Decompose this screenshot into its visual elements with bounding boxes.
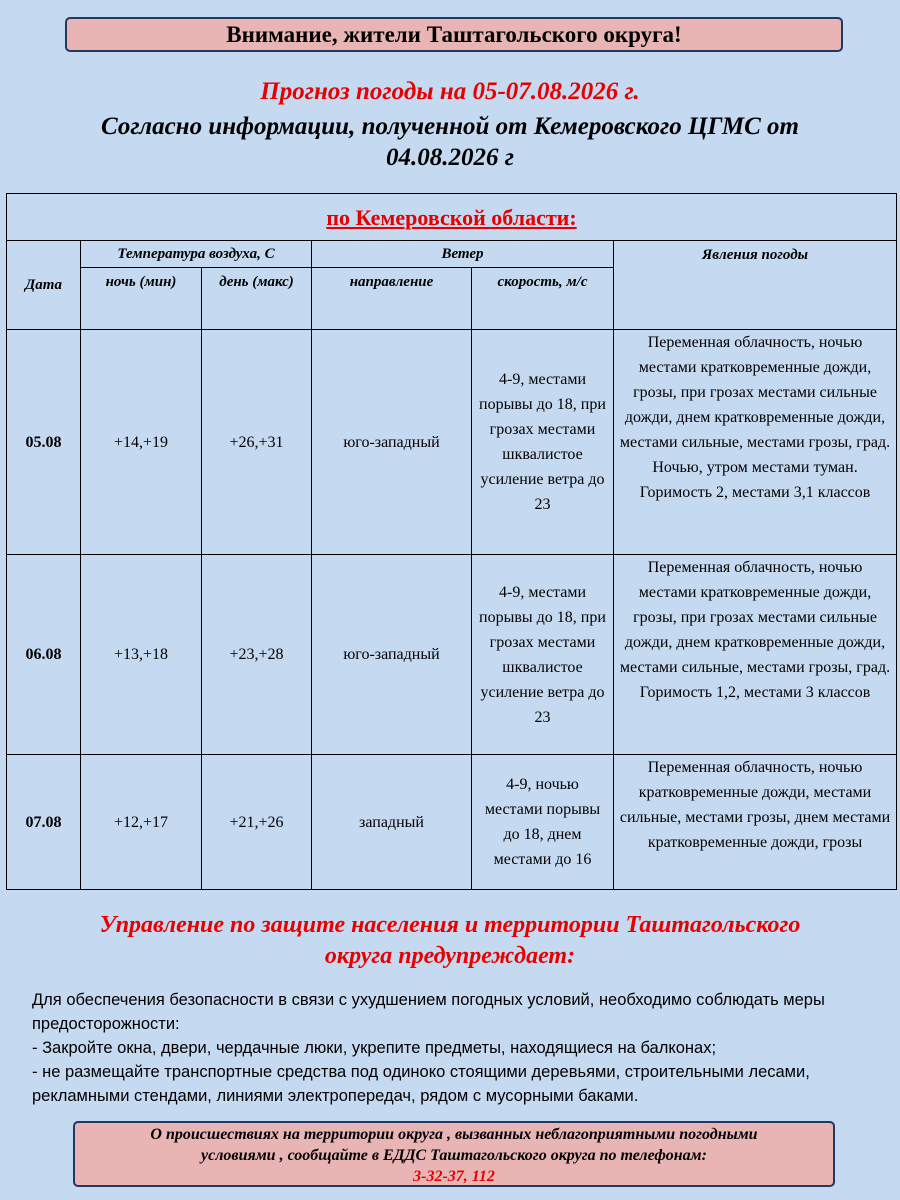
region-title: по Кемеровской области: <box>7 194 897 241</box>
banner-title: Внимание, жители Таштагольского округа! <box>226 21 682 47</box>
advice-item: - не размещайте транспортные средства под одиноко стоящими деревьями, строительными лесами, рекламными стендами, линиями электропередач, рядом с мусорными баками. <box>32 1063 810 1105</box>
source-info <box>0 111 900 173</box>
phone-numbers: 3-32-37, 112 <box>413 1168 495 1185</box>
row-speed: 4-9, местами порывы до 18, при грозах местами шквалистое усиление ветра до 23 <box>472 555 614 755</box>
header-temperature: Температура воздуха, С <box>81 241 312 268</box>
contact-line-2: условиями , сообщайте в ЕДДС Таштагольского округа по телефонам: <box>201 1147 707 1164</box>
header-direction: направление <box>312 268 472 330</box>
row-phenomena: Переменная облачность, ночью кратковременные дожди, местами сильные, местами грозы, днем местами кратковременные дожди, грозы <box>614 755 897 890</box>
header-date: Дата <box>7 241 81 330</box>
contact-banner <box>73 1121 835 1187</box>
row-direction: юго-западный <box>312 555 472 755</box>
row-direction: западный <box>312 755 472 890</box>
row-date: 07.08 <box>7 755 81 890</box>
table-row <box>7 755 897 890</box>
top-banner <box>65 17 843 52</box>
row-speed: 4-9, местами порывы до 18, при грозах местами шквалистое усиление ветра до 23 <box>472 330 614 555</box>
warning-title-line-1: Управление по защите населения и территории Таштагольского <box>99 912 801 938</box>
table-row <box>7 555 897 755</box>
warning-title-line-2: округа предупреждает: <box>324 943 576 969</box>
row-night: +12,+17 <box>81 755 202 890</box>
source-line-2: 04.08.2026 г <box>386 144 514 171</box>
header-phenomena: Явления погоды <box>614 241 897 330</box>
row-direction: юго-западный <box>312 330 472 555</box>
row-day: +21,+26 <box>202 755 312 890</box>
row-day: +23,+28 <box>202 555 312 755</box>
header-wind: Ветер <box>312 241 614 268</box>
row-phenomena: Переменная облачность, ночью местами кратковременные дожди, грозы, при грозах местами сильные дожди, днем кратковременные дожди, местами сильные, местами грозы, град. Горимость 1,2, местами 3 классов <box>614 555 897 755</box>
source-line-1: Согласно информации, полученной от Кемеровского ЦГМС от <box>101 113 799 140</box>
row-night: +14,+19 <box>81 330 202 555</box>
advice-item: - Закройте окна, двери, чердачные люки, укрепите предметы, находящиеся на балконах; <box>32 1039 717 1057</box>
row-phenomena: Переменная облачность, ночью местами кратковременные дожди, грозы, при грозах местами сильные дожди, днем кратковременные дожди, местами сильные, местами грозы, град. Ночью, утром местами туман. Горимость 2, местами 3,1 классов <box>614 330 897 555</box>
row-night: +13,+18 <box>81 555 202 755</box>
weather-table <box>6 193 897 890</box>
row-day: +26,+31 <box>202 330 312 555</box>
row-date: 05.08 <box>7 330 81 555</box>
header-day: день (макс) <box>202 268 312 330</box>
table-row <box>7 330 897 555</box>
forecast-title: Прогноз погоды на 05-07.08.2026 г. <box>260 78 640 105</box>
row-date: 06.08 <box>7 555 81 755</box>
contact-line-1: О происшествиях на территории округа , вызванных неблагоприятными погодными <box>150 1126 758 1143</box>
safety-advice <box>32 988 882 1108</box>
advice-intro: Для обеспечения безопасности в связи с ухудшением погодных условий, необходимо соблюдать меры предосторожности: <box>32 991 825 1033</box>
warning-title <box>0 910 900 972</box>
header-night: ночь (мин) <box>81 268 202 330</box>
row-speed: 4-9, ночью местами порывы до 18, днем местами до 16 <box>472 755 614 890</box>
header-speed: скорость, м/с <box>472 268 614 330</box>
